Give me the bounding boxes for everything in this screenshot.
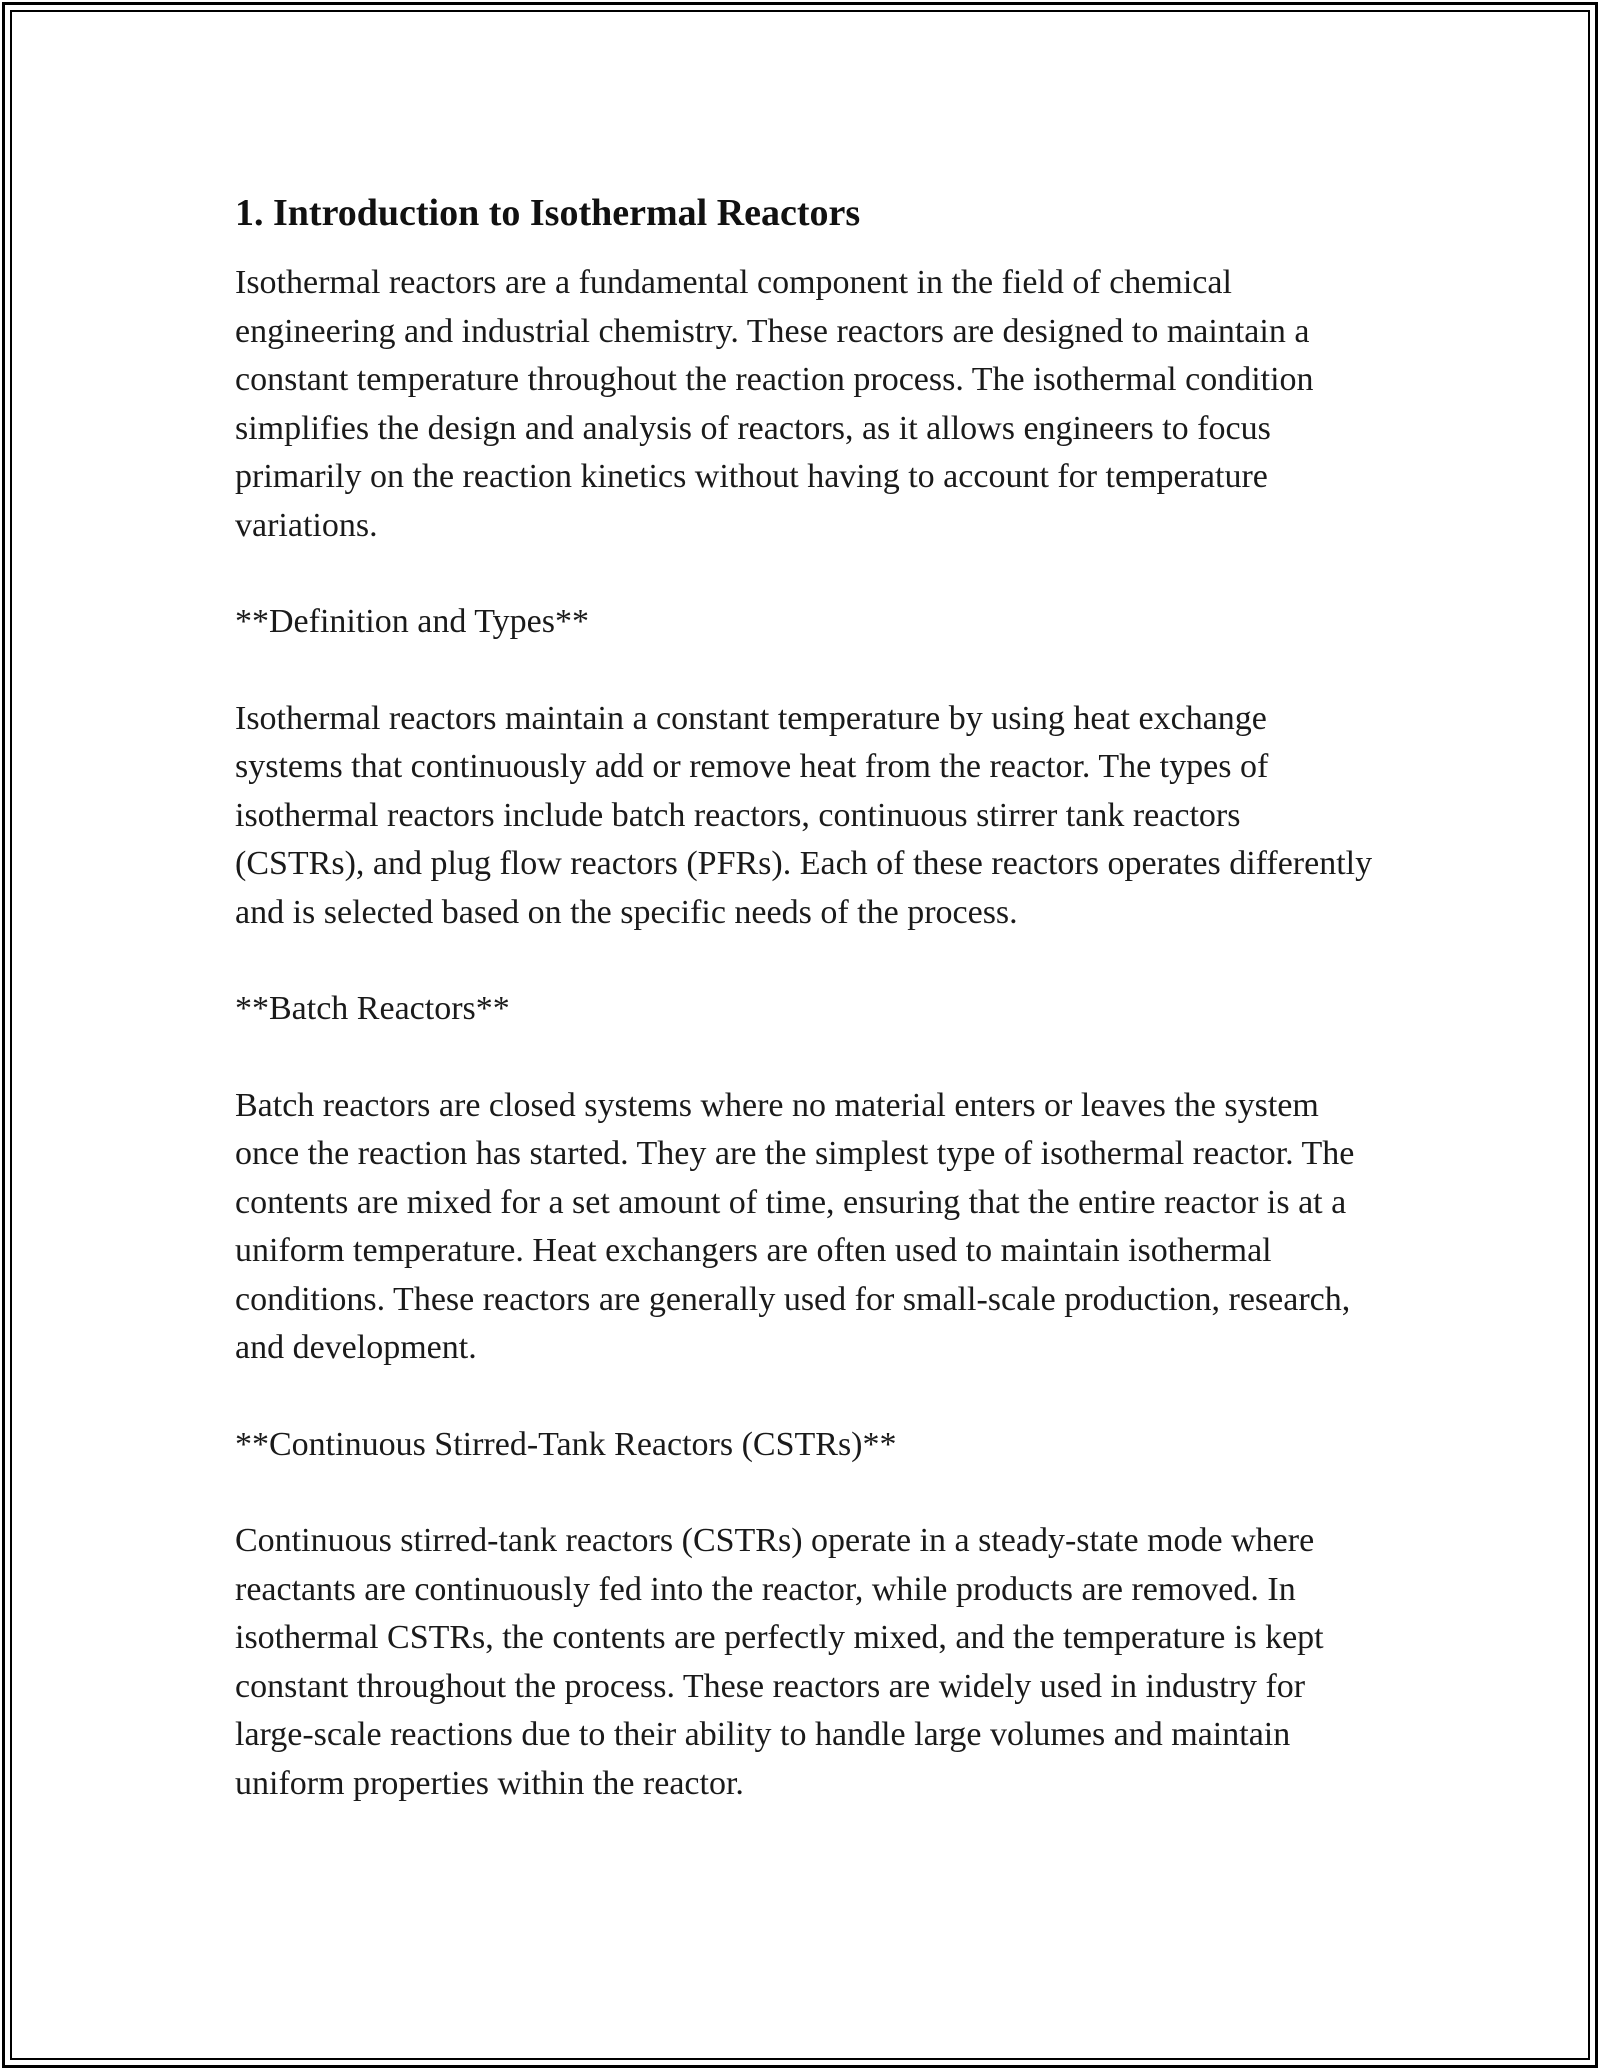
subheading-cstrs: **Continuous Stirred-Tank Reactors (CSTRs)** xyxy=(235,1425,897,1463)
intro-paragraph: Isothermal reactors are a fundamental component in the field of chemical engineering and industrial chemistry. These reactors are designed to maintain a constant temperature throughout the reaction process. The isothermal condition simplifies the design and analysis of reactors, as it allows engineers to focus primarily on the reaction kinetics without having to account for temperature variations. xyxy=(235,264,1314,544)
section-heading: 1. Introduction to Isothermal Reactors xyxy=(235,192,861,234)
subheading-definition-and-types: **Definition and Types** xyxy=(235,603,589,640)
batch-reactors-paragraph: Batch reactors are closed systems where no material enters or leaves the system once the reaction has started. They are the simplest type of isothermal reactor. The contents are mixed for a set amount of time, ensuring that the entire reactor is at a uniform temperature. Heat exchangers are often used to maintain isothermal conditions. These reactors are generally used for small-scale production, research, and development. xyxy=(235,1086,1355,1366)
subheading-batch-reactors: **Batch Reactors** xyxy=(235,990,510,1027)
document-body xyxy=(235,185,1375,1856)
cstrs-paragraph: Continuous stirred-tank reactors (CSTRs) operate in a steady-state mode where reactants are continuously fed into the reactor, while products are removed. In isothermal CSTRs, the contents are perfectly mixed, and the temperature is kept constant throughout the process. These reactors are widely used in industry for large-scale reactions due to their ability to handle large volumes and maintain uniform properties within the reactor. xyxy=(235,1522,1324,1802)
definition-paragraph: Isothermal reactors maintain a constant temperature by using heat exchange systems that continuously add or remove heat from the reactor. The types of isothermal reactors include batch reactors, continuous stirrer tank reactors (CSTRs), and plug flow reactors (PFRs). Each of these reactors operates differently and is selected based on the specific needs of the process. xyxy=(235,699,1373,931)
